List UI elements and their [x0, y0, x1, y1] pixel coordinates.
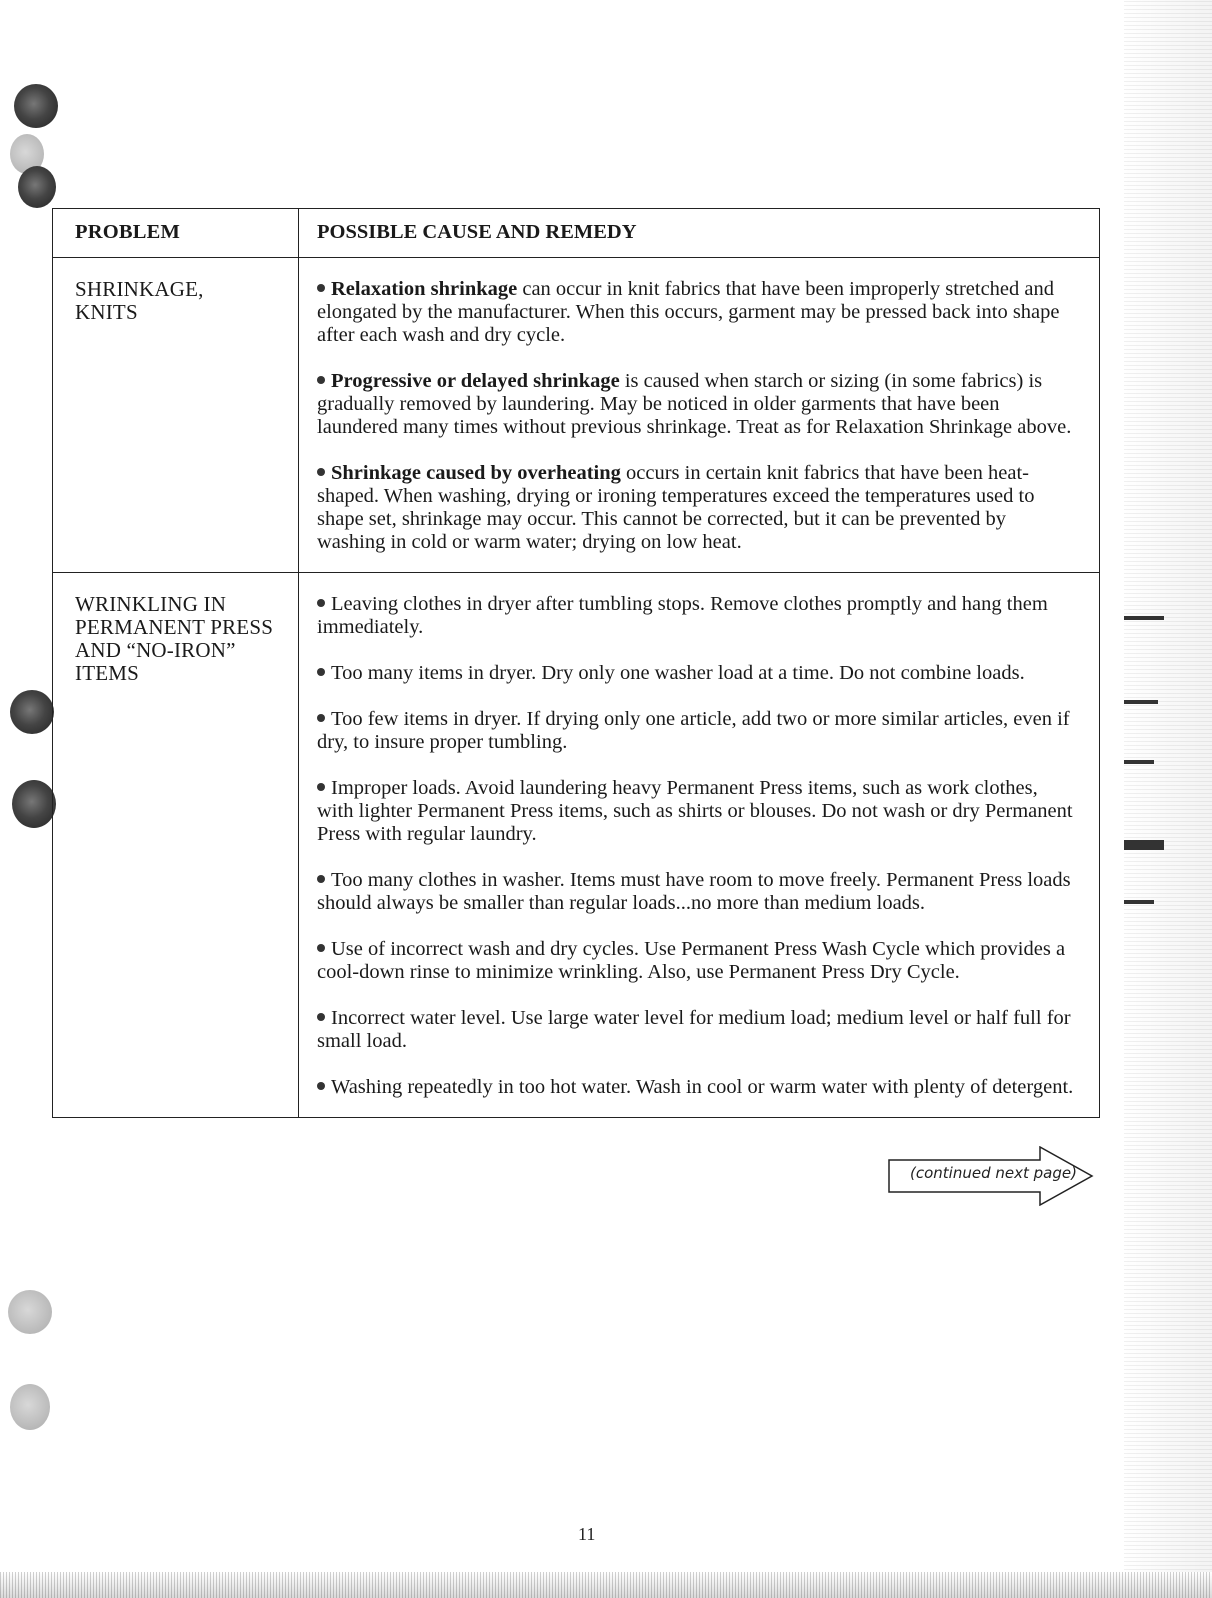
bullet-dot-icon	[317, 1082, 325, 1090]
remedy-item: Relaxation shrinkage can occur in knit fabrics that have been improperly stretched and elongated by the manufacturer. When this occurs, garment may be pressed back into shape after each wash and dry cycle.	[317, 278, 1060, 346]
punch-hole-top-1	[14, 84, 58, 128]
remedy-item: Too many clothes in washer. Items must have room to move freely. Permanent Press loads should always be smaller than regular loads...no more than medium loads.	[317, 869, 1071, 914]
remedy-item: Washing repeatedly in too hot water. Wash in cool or warm water with plenty of detergent.	[317, 1076, 1079, 1099]
punch-hole-top-3	[18, 166, 56, 208]
bullet-dot-icon	[317, 599, 325, 607]
remedy-item: Progressive or delayed shrinkage is caused when starch or sizing (in some fabrics) is gradually removed by laundering. May be noticed in older garments that have been laundered many times without previous shrinkage. Treat as for Relaxation Shrinkage above.	[317, 370, 1072, 438]
remedy-item: Shrinkage caused by overheating occurs in certain knit fabrics that have been heat-shaped. When washing, drying or ironing temperatures exceed the temperatures used to shape set, shrinkage may occur. This cannot be corrected, but it can be prevented by washing in cold or warm water; drying on low heat.	[317, 462, 1035, 553]
continued-next-page-indicator	[888, 1146, 1098, 1206]
remedy-cell	[299, 258, 1099, 572]
table-header-row	[53, 209, 1099, 257]
scan-edge-noise	[1124, 0, 1212, 1598]
scan-edge-mark	[1124, 700, 1158, 704]
remedy-cell	[299, 573, 1099, 1117]
scan-edge-mark	[1124, 900, 1154, 904]
page-number: 11	[578, 1524, 596, 1544]
remedy-item: Leaving clothes in dryer after tumbling stops. Remove clothes promptly and hang them immediately.	[317, 593, 1048, 638]
bullet-dot-icon	[317, 284, 325, 292]
punch-hole-mid-2	[12, 780, 56, 828]
continued-label: (continued next page)	[910, 1164, 1077, 1182]
problem-cell: WRINKLING IN PERMANENT PRESS AND “NO-IRON” ITEMS	[53, 573, 299, 1117]
bullet-dot-icon	[317, 1013, 325, 1021]
bullet-dot-icon	[317, 714, 325, 722]
bullet-dot-icon	[317, 468, 325, 476]
remedy-item: Incorrect water level. Use large water level for medium load; medium level or half full for small load.	[317, 1007, 1071, 1052]
scan-edge-mark	[1124, 840, 1164, 850]
remedy-item: Use of incorrect wash and dry cycles. Use Permanent Press Wash Cycle which provides a cool-down rinse to minimize wrinkling. Also, use Permanent Press Dry Cycle.	[317, 938, 1066, 983]
problem-column-header: PROBLEM	[53, 209, 299, 257]
punch-hole-bottom-2	[10, 1384, 50, 1430]
table-row-wrinkling	[53, 572, 1099, 1117]
bullet-dot-icon	[317, 875, 325, 883]
troubleshooting-table	[52, 208, 1100, 1118]
bullet-dot-icon	[317, 783, 325, 791]
table-row-shrinkage	[53, 257, 1099, 572]
scan-edge-mark	[1124, 760, 1154, 764]
remedy-item: Too few items in dryer. If drying only one article, add two or more similar articles, even if dry, to insure proper tumbling.	[317, 708, 1070, 753]
scan-edge-mark	[1124, 616, 1164, 620]
scan-bottom-noise	[0, 1572, 1212, 1598]
bullet-dot-icon	[317, 944, 325, 952]
remedy-item: Too many items in dryer. Dry only one washer load at a time. Do not combine loads.	[317, 662, 1079, 685]
remedy-column-header: POSSIBLE CAUSE AND REMEDY	[317, 221, 637, 243]
bullet-dot-icon	[317, 668, 325, 676]
punch-hole-mid-1	[10, 690, 54, 734]
punch-hole-bottom-1	[8, 1290, 52, 1334]
problem-cell: SHRINKAGE, KNITS	[53, 258, 299, 572]
remedy-item: Improper loads. Avoid laundering heavy Permanent Press items, such as work clothes, with lighter Permanent Press items, such as shirts or blouses. Do not wash or dry Permanent Press with regular laundry.	[317, 777, 1073, 845]
bullet-dot-icon	[317, 376, 325, 384]
